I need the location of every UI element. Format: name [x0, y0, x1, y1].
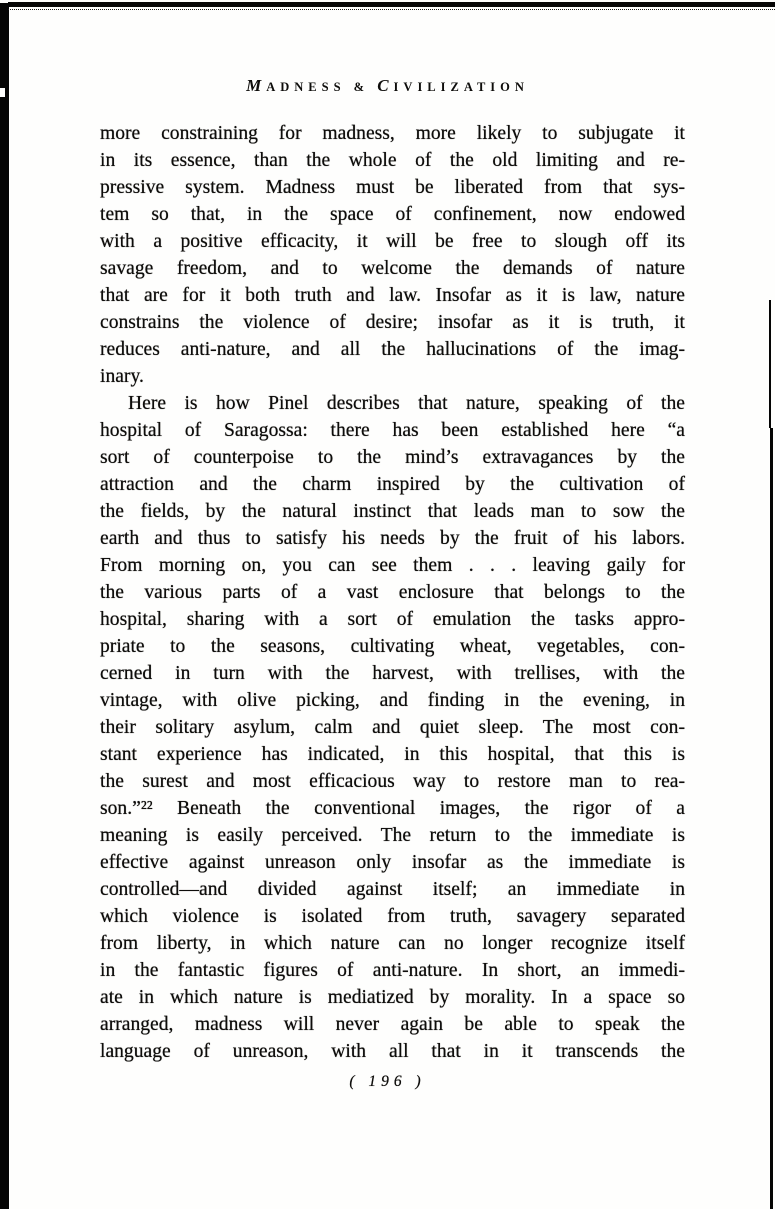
text-line: constrains the violence of desire; insofar as it is truth, it: [100, 312, 685, 333]
text-line: reduces anti-nature, and all the hallucinations of the imag-: [100, 339, 685, 360]
scan-border-top-dots: [8, 9, 775, 10]
text-line: that are for it both truth and law. Insofar as it is law, nature: [100, 285, 685, 306]
text-line: priate to the seasons, cultivating wheat, vegetables, con-: [100, 636, 685, 657]
text-line: arranged, madness will never again be able to speak the: [100, 1014, 685, 1035]
text-line: From morning on, you can see them . . . leaving gaily for: [100, 555, 685, 576]
scan-border-left: [0, 3, 9, 1209]
text-line: sort of counterpoise to the mind’s extravagances by the: [100, 447, 685, 468]
running-head-text: ADNESS: [266, 80, 354, 94]
scan-border-right: [770, 428, 773, 1209]
text-line: language of unreason, with all that in it transcends the: [100, 1041, 685, 1062]
text-line: cerned in turn with the harvest, with trellises, with the: [100, 663, 685, 684]
running-head-text: IVILIZATION: [393, 80, 529, 94]
text-line: hospital, sharing with a sort of emulation the tasks appro-: [100, 609, 685, 630]
text-line: pressive system. Madness must be liberated from that sys-: [100, 177, 685, 198]
text-line: stant experience has indicated, in this hospital, that this is: [100, 744, 685, 765]
text-line: vintage, with olive picking, and finding in the evening, in: [100, 690, 685, 711]
text-line: son.”²² Beneath the conventional images, the rigor of a: [100, 798, 685, 819]
text-line: the various parts of a vast enclosure that belongs to the: [100, 582, 685, 603]
text-line: which violence is isolated from truth, savagery separated: [100, 906, 685, 927]
text-line: Here is how Pinel describes that nature, speaking of the: [128, 393, 685, 414]
running-head-lead-cap: C: [377, 76, 394, 95]
running-head-lead-cap: M: [246, 76, 267, 95]
text-line: from liberty, in which nature can no longer recognize itself: [100, 933, 685, 954]
scan-border-top: [8, 2, 775, 7]
text-line: hospital of Saragossa: there has been established here “a: [100, 420, 685, 441]
text-line: the fields, by the natural instinct that leads man to sow the: [100, 501, 685, 522]
text-line: with a positive efficacity, it will be free to slough off its: [100, 231, 685, 252]
text-line: meaning is easily perceived. The return to the immediate is: [100, 825, 685, 846]
running-head-text: &: [353, 80, 378, 94]
text-line: more constraining for madness, more likely to subjugate it: [100, 123, 685, 144]
text-line: earth and thus to satisfy his needs by the fruit of his labors.: [100, 528, 685, 549]
text-line: effective against unreason only insofar as the immediate is: [100, 852, 685, 873]
text-line: in its essence, than the whole of the old limiting and re-: [100, 150, 685, 171]
body-text: [100, 120, 685, 1065]
text-line: inary.: [100, 366, 144, 387]
text-line: savage freedom, and to welcome the demands of nature: [100, 258, 685, 279]
text-line: the surest and most efficacious way to restore man to rea-: [100, 771, 685, 792]
text-line: tem so that, in the space of confinement, now endowed: [100, 204, 685, 225]
scan-border-right: [769, 300, 771, 428]
text-line: ate in which nature is mediatized by morality. In a space so: [100, 987, 685, 1008]
text-line: controlled—and divided against itself; an immediate in: [100, 879, 685, 900]
running-head: [0, 76, 775, 96]
text-line: attraction and the charm inspired by the cultivation of: [100, 474, 685, 495]
text-line: their solitary asylum, calm and quiet sleep. The most con-: [100, 717, 685, 738]
text-line: in the fantastic figures of anti-nature. In short, an immedi-: [100, 960, 685, 981]
page-number: ( 196 ): [349, 1073, 426, 1090]
